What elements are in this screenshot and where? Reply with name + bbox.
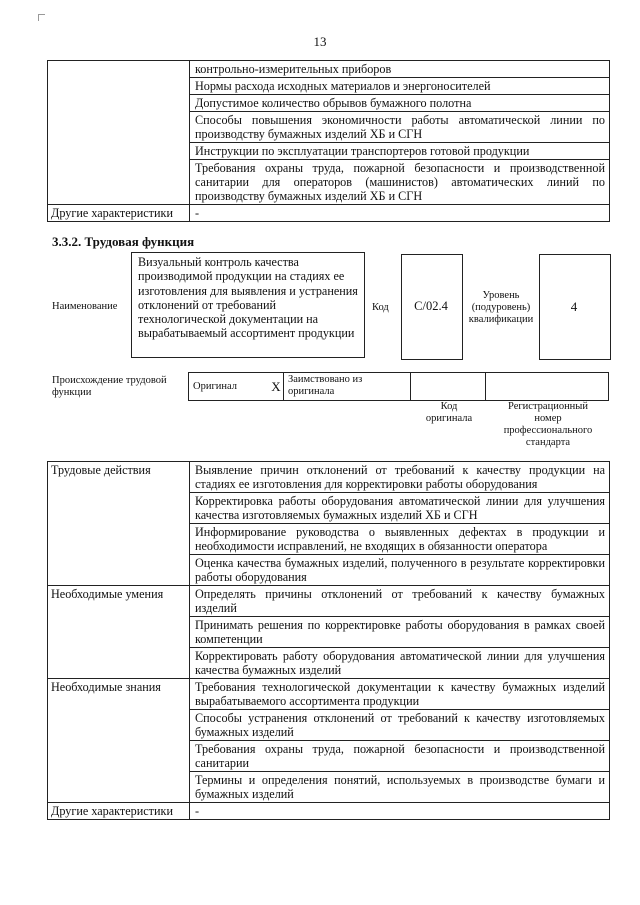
top-table (47, 60, 610, 222)
row-item: Требования охраны труда, пожарной безопасности и производственной санитарии (190, 741, 610, 772)
row-label: Трудовые действия (48, 462, 190, 586)
level-value: 4 (570, 299, 578, 314)
row-item: Принимать решения по корректировке работы оборудования в рамках своей компетенции (190, 617, 610, 648)
row-item: Требования охраны труда, пожарной безопасности и производственной санитарии для операторов (машинистов) автоматических линий по производству бумажных изделий ХБ и СГН (190, 160, 610, 205)
row-item: Нормы расхода исходных материалов и энергоносителей (190, 78, 610, 95)
borrowed-label: Заимствовано из оригинала (284, 373, 411, 401)
function-name: Визуальный контроль качества производимой продукции на стадиях ее изготовления для выявления и устранения отклонений от требований технологической документации на вырабатываемый ассортимент продукции (138, 255, 358, 341)
table-row (48, 803, 610, 820)
name-label: Наименование (52, 301, 118, 312)
scan-corner-mark (38, 14, 45, 21)
row-label: Необходимые умения (48, 586, 190, 679)
row-label: Другие характеристики (48, 205, 190, 222)
page-number: 13 (313, 34, 327, 49)
row-item: Корректировка работы оборудования автоматической линии для улучшения качества изготовляемых бумажных изделий ХБ и СГН (190, 493, 610, 524)
table-row (48, 679, 610, 710)
row-item: Способы повышения экономичности работы автоматической линии по производству бумажных изделий ХБ и СГН (190, 112, 610, 143)
reg-number-caption: Регистрационный номер профессионального стандарта (503, 401, 593, 448)
row-item: контрольно-измерительных приборов (190, 61, 610, 78)
origin-code-cell (411, 373, 486, 401)
row-item: Определять причины отклонений от требований к качеству бумажных изделий (190, 586, 610, 617)
row-label: Необходимые знания (48, 679, 190, 803)
main-table (47, 461, 610, 820)
reg-number-cell (486, 373, 609, 401)
origin-label: Происхождение трудовой функции (52, 375, 167, 398)
row-item: - (190, 205, 610, 222)
row-item: Требования технологической документации к качеству бумажных изделий вырабатываемого ассортимента продукции (190, 679, 610, 710)
row-item: - (190, 803, 610, 820)
code-label: Код (372, 302, 389, 313)
code-value: С/02.4 (414, 299, 448, 313)
level-label: Уровень (подуровень) квалификации (468, 290, 534, 325)
table-row (48, 61, 610, 78)
row-item: Оценка качества бумажных изделий, полученного в результате корректировки работы оборудования (190, 555, 610, 586)
row-item: Допустимое количество обрывов бумажного полотна (190, 95, 610, 112)
row-item: Термины и определения понятий, используемых в производстве бумаги и бумажных изделий (190, 772, 610, 803)
row-label: Другие характеристики (48, 803, 190, 820)
row-item: Инструкции по эксплуатации транспортеров готовой продукции (190, 143, 610, 160)
row-item: Способы устранения отклонений от требований к качеству изготовляемых бумажных изделий (190, 710, 610, 741)
row-label (48, 61, 190, 205)
table-row (48, 586, 610, 617)
original-mark: X (269, 373, 284, 401)
row-item: Корректировать работу оборудования автоматической линии для улучшения качества бумажных изделий (190, 648, 610, 679)
origin-table (188, 372, 609, 401)
table-row (48, 205, 610, 222)
row-item: Информирование руководства о выявленных дефектах в продукции и необходимости исправлений, не входящих в обязанности оператора (190, 524, 610, 555)
table-row (48, 462, 610, 493)
original-label: Оригинал (189, 373, 270, 401)
section-heading: 3.3.2. Трудовая функция (52, 234, 195, 249)
row-item: Выявление причин отклонений от требований к качеству продукции на стадиях ее изготовления для корректировки работы оборудования (190, 462, 610, 493)
origin-code-caption: Код оригинала (425, 401, 473, 424)
